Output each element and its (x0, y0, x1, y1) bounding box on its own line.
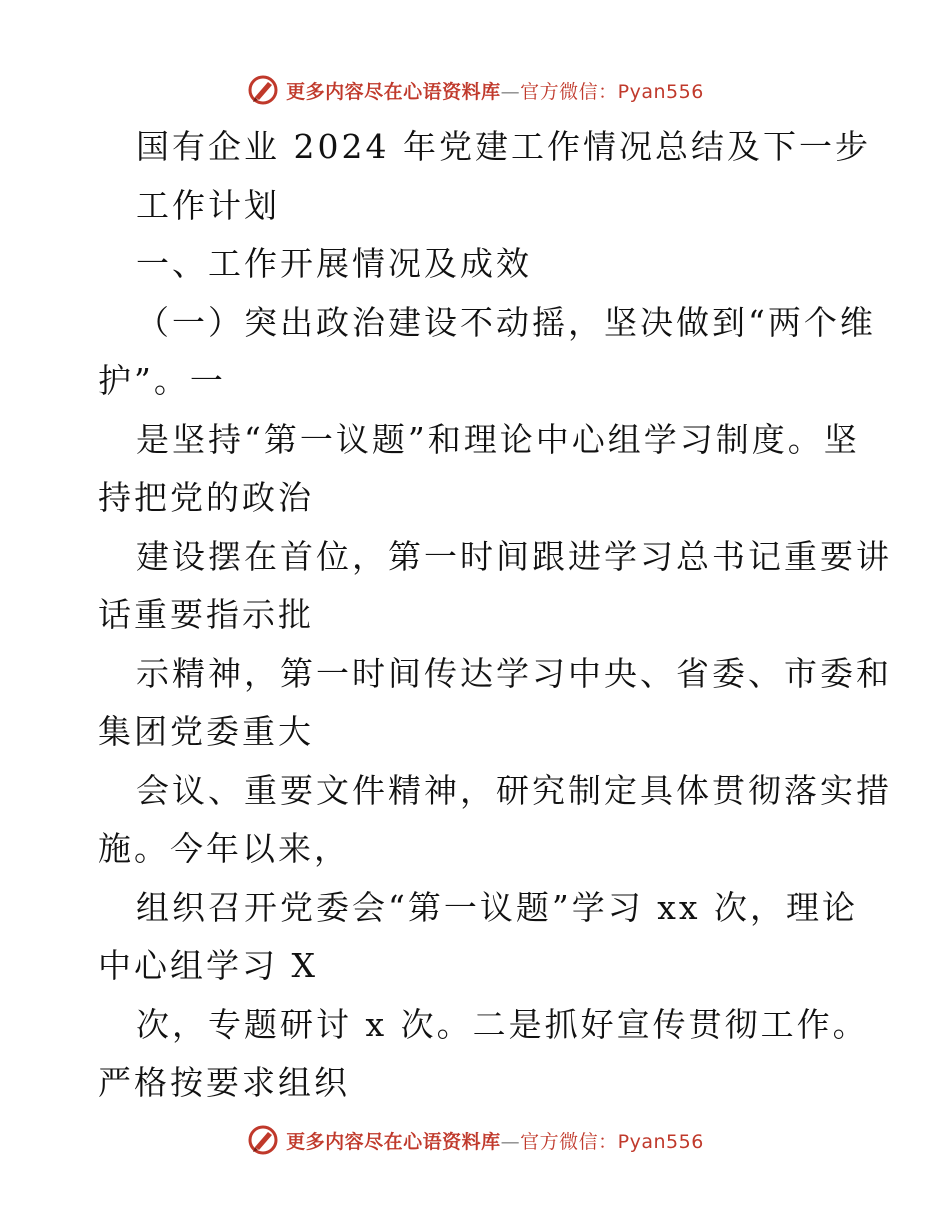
document-line: 会议、重要文件精神，研究制定具体贯彻落实措 (136, 770, 892, 810)
document-line: （一）突出政治建设不动摇，坚决做到“两个维 (136, 302, 876, 342)
document-line: 施。今年以来， (98, 829, 350, 868)
document-line: 国有企业 2024 年党建工作情况总结及下一步 (136, 127, 871, 166)
document-line: 次，专题研讨 x 次。二是抓好宣传贯彻工作。 (136, 1004, 869, 1044)
watermark-tail: 官方微信：Pyan556 (520, 1130, 704, 1153)
watermark-text (286, 77, 704, 104)
watermark-lead: 更多内容尽在心语资料库 (286, 80, 501, 103)
document-line: 护”。一 (98, 361, 226, 400)
document-line: 示精神，第一时间传达学习中央、省委、市委和 (136, 653, 892, 693)
document-body (98, 118, 892, 1113)
document-line: 话重要指示批 (98, 595, 314, 634)
watermark-banner-bottom (0, 1120, 950, 1160)
watermark-text (286, 1127, 704, 1154)
document-line: 持把党的政治 (98, 478, 314, 517)
document-line: 建设摆在首位，第一时间跟进学习总书记重要讲 (136, 536, 892, 576)
document-line: 中心组学习 X (98, 946, 318, 985)
watermark-banner-top (0, 70, 950, 110)
document-line: 集团党委重大 (98, 712, 314, 751)
document-line: 一、工作开展情况及成效 (136, 244, 532, 283)
watermark-lead: 更多内容尽在心语资料库 (286, 1130, 501, 1153)
document-line: 组织召开党委会“第一议题”学习 xx 次，理论 (136, 887, 858, 927)
document-line: 工作计划 (136, 185, 280, 225)
pen-circle-logo-icon (246, 1123, 280, 1157)
document-line: 严格按要求组织 (98, 1063, 350, 1102)
watermark-dash: — (500, 1130, 521, 1153)
watermark-tail: 官方微信：Pyan556 (520, 80, 704, 103)
document-line: 是坚持“第一议题”和理论中心组学习制度。坚 (136, 419, 860, 459)
watermark-dash: — (500, 80, 521, 103)
pen-circle-logo-icon (246, 73, 280, 107)
